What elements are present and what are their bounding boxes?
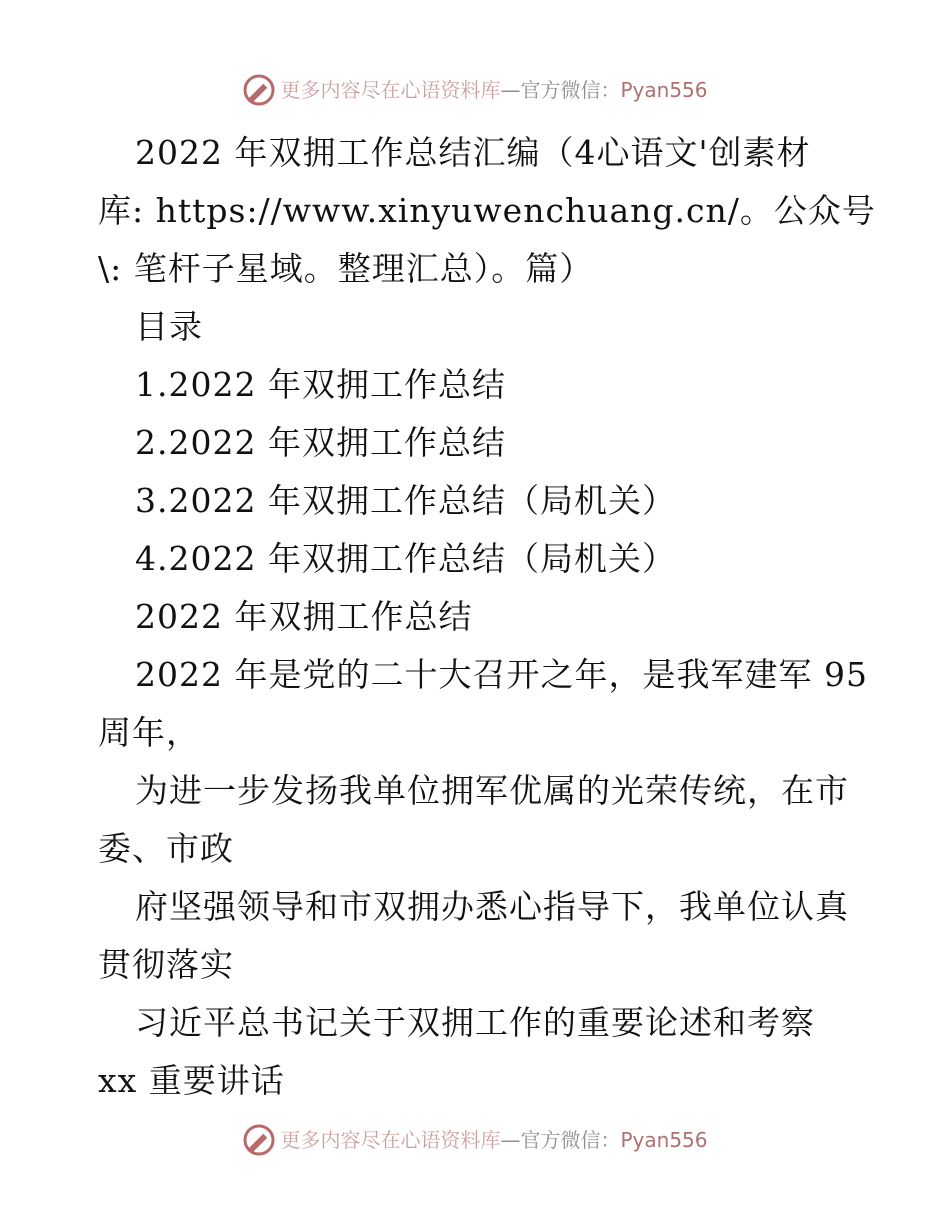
paragraph-line: 2022 年是党的二十大召开之年，是我军建军 95 [135, 655, 868, 694]
toc-heading: 目录 [135, 307, 203, 346]
paragraph-line: 周年， [98, 713, 200, 752]
toc-item-3: 3.2022 年双拥工作总结（局机关） [135, 481, 676, 520]
watermark-wechat-label: —官方微信： [500, 1128, 621, 1152]
pen-nib-circle-icon [242, 73, 276, 107]
toc-item-2: 2.2022 年双拥工作总结 [135, 423, 506, 462]
watermark-text [280, 80, 707, 100]
title-line-2: 库: https://www.xinyuwenchuang.cn/。公众号 [98, 191, 876, 230]
paragraph-line: 委、市政 [98, 829, 234, 868]
watermark-library-text: 更多内容尽在心语资料库 [280, 78, 501, 102]
paragraph-line: 习近平总书记关于双拥工作的重要论述和考察 [135, 1003, 815, 1042]
watermark-text [280, 1130, 707, 1150]
toc-item-1: 1.2022 年双拥工作总结 [135, 365, 506, 404]
paragraph-line: xx 重要讲话 [98, 1061, 285, 1100]
title-line-1: 2022 年双拥工作总结汇编（4心语文'创素材 [135, 133, 811, 172]
document-body [98, 124, 876, 1110]
paragraph-line: 为进一步发扬我单位拥军优属的光荣传统，在市 [135, 771, 849, 810]
section-heading: 2022 年双拥工作总结 [135, 597, 473, 636]
watermark-wechat-label: —官方微信： [500, 78, 621, 102]
footer-watermark-banner [0, 1120, 950, 1160]
header-watermark-banner [0, 70, 950, 110]
watermark-library-text: 更多内容尽在心语资料库 [280, 1128, 501, 1152]
paragraph-line: 贯彻落实 [98, 945, 234, 984]
pen-nib-circle-icon [242, 1123, 276, 1157]
paragraph-line: 府坚强领导和市双拥办悉心指导下，我单位认真 [135, 887, 849, 926]
watermark-wechat-id: Pyan556 [620, 78, 708, 102]
watermark-wechat-id: Pyan556 [620, 1128, 708, 1152]
title-line-3: \: 笔杆子星域。整理汇总）。篇） [98, 249, 594, 288]
toc-item-4: 4.2022 年双拥工作总结（局机关） [135, 539, 676, 578]
